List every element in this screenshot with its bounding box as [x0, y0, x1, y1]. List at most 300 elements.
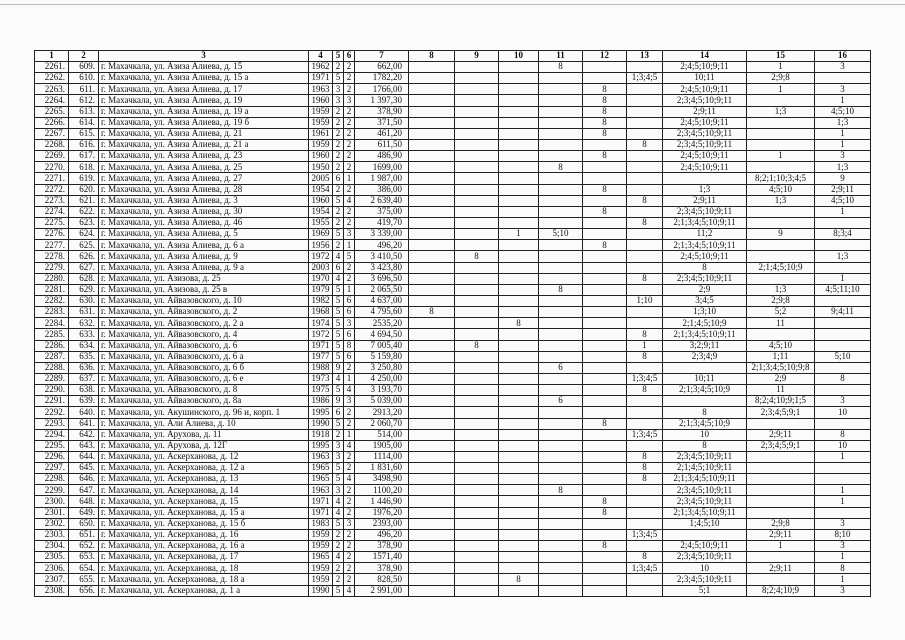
table-cell: [747, 574, 815, 585]
table-cell: 2: [344, 139, 355, 150]
table-cell: 632.: [69, 318, 99, 329]
table-row: [35, 429, 871, 440]
table-cell: [583, 295, 627, 306]
table-cell: [409, 173, 455, 184]
table-cell: 1972: [309, 251, 333, 262]
table-cell: 2;9;8: [747, 295, 815, 306]
table-cell: 2;3;4;5;10;9;11: [663, 128, 747, 139]
table-cell: 1960: [309, 95, 333, 106]
table-cell: 2;4;5;10;9;11: [663, 62, 747, 73]
table-cell: 2;9;11: [663, 195, 747, 206]
table-cell: [455, 385, 499, 396]
table-cell: [539, 329, 583, 340]
table-cell: [409, 373, 455, 384]
table-cell: [539, 407, 583, 418]
table-cell: 625.: [69, 240, 99, 251]
table-cell: г. Махачкала, ул. Арухова, д. 12Г: [99, 440, 309, 451]
table-row: [35, 463, 871, 474]
table-cell: 9: [333, 396, 344, 407]
table-cell: г. Махачкала, ул. Азиза Алиева, д. 5: [99, 229, 309, 240]
table-cell: [455, 407, 499, 418]
table-cell: 8: [409, 307, 455, 318]
table-cell: [499, 117, 539, 128]
table-cell: [815, 329, 871, 340]
table-cell: 2261.: [35, 62, 69, 73]
table-cell: 2: [333, 117, 344, 128]
table-cell: 2;1;3;4;5;10;9;11: [663, 507, 747, 518]
table-cell: 8;2;4;10;9;1;5: [747, 396, 815, 407]
table-cell: 2: [344, 84, 355, 95]
table-cell: 2308.: [35, 585, 69, 596]
table-cell: [539, 529, 583, 540]
table-cell: [409, 518, 455, 529]
table-row: [35, 396, 871, 407]
table-header-row: [35, 51, 871, 62]
table-cell: 652.: [69, 541, 99, 552]
table-cell: [455, 351, 499, 362]
table-cell: 639.: [69, 396, 99, 407]
table-cell: [539, 585, 583, 596]
table-cell: 8: [499, 574, 539, 585]
table-cell: г. Махачкала, ул. Азиза Алиева, д. 15 а: [99, 73, 309, 84]
table-cell: 2;1;3;4;5;10;9;11: [663, 240, 747, 251]
table-cell: [627, 206, 663, 217]
table-cell: [539, 418, 583, 429]
table-cell: [499, 307, 539, 318]
table-cell: 2: [344, 407, 355, 418]
table-cell: [627, 574, 663, 585]
table-cell: [583, 195, 627, 206]
table-cell: 9;4;11: [815, 307, 871, 318]
column-header-1: 1: [35, 51, 69, 62]
table-cell: 8: [627, 463, 663, 474]
table-cell: 1;11: [747, 351, 815, 362]
table-cell: 620.: [69, 184, 99, 195]
table-cell: 8: [627, 351, 663, 362]
table-cell: [455, 318, 499, 329]
table-cell: 640.: [69, 407, 99, 418]
table-cell: [499, 529, 539, 540]
table-cell: [409, 429, 455, 440]
table-cell: 1995: [309, 407, 333, 418]
table-cell: 8: [663, 440, 747, 451]
table-cell: 8: [583, 84, 627, 95]
table-cell: 1114,00: [355, 451, 409, 462]
table-cell: г. Махачкала, ул. Аскерханова, д. 13: [99, 474, 309, 485]
table-cell: [455, 574, 499, 585]
table-cell: 2301.: [35, 507, 69, 518]
column-header-12: 12: [583, 51, 627, 62]
table-cell: 1 397,30: [355, 95, 409, 106]
table-cell: [499, 262, 539, 273]
table-cell: 2303.: [35, 529, 69, 540]
table-cell: 2271.: [35, 173, 69, 184]
table-cell: [455, 463, 499, 474]
table-cell: [747, 162, 815, 173]
table-cell: [583, 440, 627, 451]
table-row: [35, 585, 871, 596]
table-cell: 623.: [69, 217, 99, 228]
table-cell: [583, 396, 627, 407]
table-cell: г. Махачкала, ул. Азиза Алиева, д. 25: [99, 162, 309, 173]
table-cell: [583, 529, 627, 540]
table-row: [35, 518, 871, 529]
table-cell: [583, 373, 627, 384]
table-cell: г. Махачкала, ул. Азиза Алиева, д. 21: [99, 128, 309, 139]
table-cell: [455, 217, 499, 228]
table-cell: 1965: [309, 474, 333, 485]
table-cell: 10: [815, 407, 871, 418]
table-cell: 2393,00: [355, 518, 409, 529]
table-cell: 5: [333, 329, 344, 340]
table-cell: 2273.: [35, 195, 69, 206]
table-cell: [583, 574, 627, 585]
table-row: [35, 139, 871, 150]
table-cell: 8: [583, 106, 627, 117]
table-cell: [499, 440, 539, 451]
table-cell: 2275.: [35, 217, 69, 228]
table-cell: 2: [333, 206, 344, 217]
table-cell: [627, 440, 663, 451]
table-cell: 8: [344, 340, 355, 351]
table-cell: [499, 273, 539, 284]
table-cell: 1;3: [815, 251, 871, 262]
table-cell: 2;1;3;4;5;10;9;11: [663, 217, 747, 228]
table-row: [35, 329, 871, 340]
table-cell: 641.: [69, 418, 99, 429]
table-cell: [539, 273, 583, 284]
table-cell: 419,70: [355, 217, 409, 228]
table-row: [35, 84, 871, 95]
table-cell: 2278.: [35, 251, 69, 262]
table-cell: г. Махачкала, ул. Аскерханова, д. 17: [99, 552, 309, 563]
table-cell: г. Махачкала, ул. Азиза Алиева, д. 15: [99, 62, 309, 73]
table-cell: [747, 251, 815, 262]
table-cell: [747, 474, 815, 485]
table-cell: 647.: [69, 485, 99, 496]
table-cell: г. Махачкала, ул. Айвазовского, д. 6 б: [99, 362, 309, 373]
table-cell: 2: [344, 106, 355, 117]
table-cell: [583, 451, 627, 462]
table-cell: 10: [663, 563, 747, 574]
table-cell: [583, 474, 627, 485]
table-cell: г. Махачкала, ул. Аскерханова, д. 15 а: [99, 507, 309, 518]
table-cell: 2;3;4;5;10;9;11: [663, 139, 747, 150]
table-cell: 5 039,00: [355, 396, 409, 407]
table-cell: 4;5;10: [815, 106, 871, 117]
table-cell: [499, 184, 539, 195]
table-cell: 1: [815, 574, 871, 585]
table-cell: 1;3;4;5: [627, 73, 663, 84]
table-cell: 615.: [69, 128, 99, 139]
table-cell: 1959: [309, 139, 333, 150]
table-cell: [455, 440, 499, 451]
table-row: [35, 440, 871, 451]
table-cell: 1954: [309, 184, 333, 195]
table-cell: 2: [333, 62, 344, 73]
table-cell: 2;3;4;5;9;1: [747, 407, 815, 418]
table-cell: 2274.: [35, 206, 69, 217]
table-cell: [409, 507, 455, 518]
table-cell: [627, 62, 663, 73]
table-row: [35, 73, 871, 84]
table-cell: 3: [344, 396, 355, 407]
table-cell: 2;4;5;10;9;11: [663, 117, 747, 128]
table-cell: [583, 251, 627, 262]
table-cell: [499, 552, 539, 563]
table-cell: 496,20: [355, 529, 409, 540]
table-cell: 3: [333, 485, 344, 496]
table-cell: [455, 518, 499, 529]
table-cell: 1959: [309, 574, 333, 585]
table-cell: [583, 563, 627, 574]
table-cell: 8: [583, 117, 627, 128]
table-cell: 1963: [309, 485, 333, 496]
table-cell: [539, 128, 583, 139]
table-cell: г. Махачкала, ул. Азиза Алиева, д. 3: [99, 195, 309, 206]
table-cell: 6: [333, 173, 344, 184]
table-cell: 8: [627, 195, 663, 206]
table-cell: 2307.: [35, 574, 69, 585]
table-cell: [455, 295, 499, 306]
table-cell: 2003: [309, 262, 333, 273]
table-cell: [409, 440, 455, 451]
table-cell: 8: [539, 62, 583, 73]
table-cell: г. Махачкала, ул. Айвазовского, д. 10: [99, 295, 309, 306]
table-cell: 2: [344, 563, 355, 574]
table-row: [35, 229, 871, 240]
table-cell: 3: [815, 541, 871, 552]
table-cell: г. Махачкала, ул. Азиза Алиева, д. 23: [99, 151, 309, 162]
table-cell: 1963: [309, 451, 333, 462]
table-cell: 1905,00: [355, 440, 409, 451]
table-cell: 9: [815, 173, 871, 184]
table-cell: [627, 362, 663, 373]
table-cell: 2;3;4;5;10;9;11: [663, 496, 747, 507]
table-row: [35, 574, 871, 585]
table-cell: [499, 541, 539, 552]
table-cell: 1: [815, 206, 871, 217]
table-cell: [747, 329, 815, 340]
table-cell: 1: [344, 373, 355, 384]
table-cell: 2270.: [35, 162, 69, 173]
table-cell: 2290.: [35, 385, 69, 396]
table-cell: 5;2: [747, 307, 815, 318]
column-header-13: 13: [627, 51, 663, 62]
table-cell: 2: [344, 529, 355, 540]
table-cell: 4: [344, 474, 355, 485]
table-cell: [409, 273, 455, 284]
table-cell: 1986: [309, 396, 333, 407]
table-cell: 5: [333, 229, 344, 240]
table-cell: [455, 563, 499, 574]
table-cell: 2: [344, 73, 355, 84]
table-cell: 8: [815, 563, 871, 574]
table-cell: г. Махачкала, ул. Азиза Алиева, д. 19 б: [99, 117, 309, 128]
table-cell: [455, 552, 499, 563]
table-cell: [627, 518, 663, 529]
table-cell: 3: [344, 518, 355, 529]
table-cell: 2276.: [35, 229, 69, 240]
table-cell: 3: [344, 318, 355, 329]
table-cell: [455, 195, 499, 206]
table-cell: 1: [747, 541, 815, 552]
table-cell: 1: [627, 340, 663, 351]
table-cell: [409, 84, 455, 95]
table-cell: 8: [627, 451, 663, 462]
table-cell: 1965: [309, 463, 333, 474]
table-cell: 4;5;11;10: [815, 284, 871, 295]
table-cell: [455, 474, 499, 485]
column-header-3: 3: [99, 51, 309, 62]
table-cell: [583, 340, 627, 351]
table-cell: [499, 463, 539, 474]
table-cell: 1955: [309, 217, 333, 228]
table-cell: 2: [344, 184, 355, 195]
table-cell: 3: [333, 95, 344, 106]
table-cell: 2;1;4;5;10;9: [663, 318, 747, 329]
table-cell: 1959: [309, 563, 333, 574]
table-cell: 628.: [69, 273, 99, 284]
table-cell: 655.: [69, 574, 99, 585]
table-cell: [627, 496, 663, 507]
table-cell: 2: [333, 563, 344, 574]
table-cell: [627, 318, 663, 329]
table-cell: 2;4;5;10;9;11: [663, 251, 747, 262]
table-cell: 4;5;10: [815, 195, 871, 206]
table-cell: [539, 496, 583, 507]
table-cell: 2: [344, 217, 355, 228]
table-cell: [815, 507, 871, 518]
table-cell: 496,20: [355, 240, 409, 251]
table-cell: [747, 507, 815, 518]
table-cell: [539, 373, 583, 384]
table-cell: 11: [747, 318, 815, 329]
table-cell: [583, 173, 627, 184]
table-cell: [455, 529, 499, 540]
table-cell: 2304.: [35, 541, 69, 552]
table-cell: 7 005,40: [355, 340, 409, 351]
table-cell: 1: [747, 84, 815, 95]
table-cell: [409, 295, 455, 306]
table-cell: [499, 62, 539, 73]
table-cell: 9: [747, 229, 815, 240]
table-row: [35, 217, 871, 228]
table-cell: [499, 496, 539, 507]
table-cell: [409, 474, 455, 485]
table-cell: 4: [333, 507, 344, 518]
table-cell: 1971: [309, 73, 333, 84]
table-cell: 1;3: [663, 184, 747, 195]
table-cell: [409, 529, 455, 540]
table-cell: [747, 217, 815, 228]
table-cell: 2 065,50: [355, 284, 409, 295]
table-cell: 1959: [309, 117, 333, 128]
table-cell: 2: [344, 273, 355, 284]
table-cell: [455, 240, 499, 251]
column-header-10: 10: [499, 51, 539, 62]
table-cell: [747, 496, 815, 507]
table-cell: [409, 541, 455, 552]
table-cell: [815, 463, 871, 474]
table-cell: г. Махачкала, ул. Азиза Алиева, д. 9: [99, 251, 309, 262]
table-cell: [539, 295, 583, 306]
table-cell: [583, 552, 627, 563]
table-cell: [815, 340, 871, 351]
table-cell: г. Махачкала, ул. Айвазовского, д. 6 а: [99, 351, 309, 362]
table-cell: 3498,90: [355, 474, 409, 485]
table-cell: [583, 463, 627, 474]
table-cell: 610.: [69, 73, 99, 84]
table-cell: 3 193,70: [355, 385, 409, 396]
table-cell: [539, 251, 583, 262]
table-cell: 2 060,70: [355, 418, 409, 429]
table-cell: 10: [663, 429, 747, 440]
table-cell: 8: [627, 273, 663, 284]
table-cell: [539, 318, 583, 329]
table-cell: 3: [815, 151, 871, 162]
table-cell: [455, 273, 499, 284]
table-cell: [499, 396, 539, 407]
table-cell: [747, 139, 815, 150]
table-cell: 1 831,60: [355, 463, 409, 474]
table-cell: г. Махачкала, ул. Азиза Алиева, д. 21 а: [99, 139, 309, 150]
table-cell: 2;9;11: [747, 429, 815, 440]
table-cell: 5: [333, 307, 344, 318]
table-cell: 8: [539, 284, 583, 295]
table-cell: 486,90: [355, 151, 409, 162]
table-cell: [539, 73, 583, 84]
table-cell: [455, 362, 499, 373]
table-cell: 1959: [309, 541, 333, 552]
table-cell: г. Махачкала, ул. Аскерханова, д. 15: [99, 496, 309, 507]
table-cell: 1960: [309, 195, 333, 206]
table-row: [35, 284, 871, 295]
table-cell: [499, 373, 539, 384]
table-cell: 1: [344, 240, 355, 251]
table-cell: 3: [815, 396, 871, 407]
housing-register-table: [34, 50, 871, 597]
table-cell: 514,00: [355, 429, 409, 440]
table-row: [35, 373, 871, 384]
table-cell: [627, 184, 663, 195]
table-cell: 2;3;4;5;10;9;11: [663, 574, 747, 585]
table-cell: [499, 507, 539, 518]
table-cell: [539, 340, 583, 351]
table-cell: 2262.: [35, 73, 69, 84]
table-row: [35, 251, 871, 262]
table-cell: [409, 251, 455, 262]
table-cell: 1963: [309, 84, 333, 95]
table-cell: 2296.: [35, 451, 69, 462]
table-cell: 1970: [309, 273, 333, 284]
table-cell: 2;9;11: [747, 563, 815, 574]
table-cell: г. Махачкала, ул. Айвазовского, д. 2 а: [99, 318, 309, 329]
table-row: [35, 474, 871, 485]
table-cell: [455, 117, 499, 128]
table-row: [35, 418, 871, 429]
table-cell: 4: [333, 373, 344, 384]
table-cell: г. Махачкала, ул. Акушинского, д. 96 и, корп. 1: [99, 407, 309, 418]
table-cell: [455, 307, 499, 318]
table-cell: 4 637,00: [355, 295, 409, 306]
table-cell: [455, 284, 499, 295]
table-cell: 2282.: [35, 295, 69, 306]
table-cell: 5: [333, 284, 344, 295]
table-cell: 1;3: [815, 117, 871, 128]
table-cell: [539, 552, 583, 563]
table-cell: [499, 585, 539, 596]
